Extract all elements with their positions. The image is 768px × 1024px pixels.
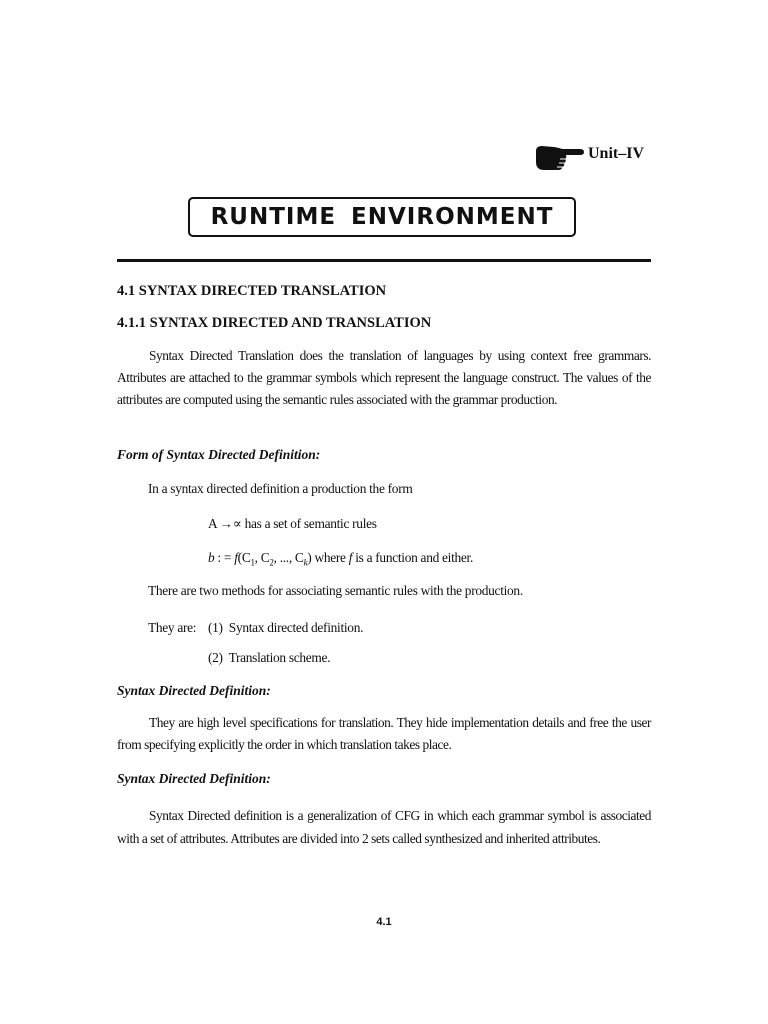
formula-assign: : = [214, 550, 235, 565]
method-item: (2) Translation scheme. [208, 650, 331, 665]
sdd-paragraph-2: Syntax Directed definition is a generalization of CFG in which each grammar symbol is associated with a set of attributes. Attributes are divided into 2 sets called synthesized and inherited attributes. [117, 808, 651, 846]
sdd-paragraph-1: They are high level specifications for translation. They hide implementation details and free the user from specifying explicitly the order in which translation takes place. [117, 715, 651, 752]
method-item: (1) Syntax directed definition. [208, 620, 364, 635]
formula-func-2: f [348, 550, 353, 565]
formula-open: (C [237, 550, 251, 565]
semantic-formula [208, 550, 473, 568]
methods-label: They are: [148, 620, 197, 635]
formula-tail: is a function and either. [352, 550, 474, 565]
page-number: 4.1 [376, 916, 392, 928]
subsection-heading: 4.1.1 SYNTAX DIRECTED AND TRANSLATION [117, 315, 432, 331]
formula-sub-2: 2 [269, 557, 274, 568]
sdd-heading-2: Syntax Directed Definition: [117, 771, 271, 786]
formula-mid-2: , ..., C [273, 550, 304, 565]
formula-sub-k: k [303, 557, 308, 568]
formula-close: ) where [307, 550, 349, 565]
intro-paragraph: Syntax Directed Translation does the translation of languages by using context free grammars. Attributes are attached to the grammar symbols which represent the language construct. The values of the attributes are computed using the semantic rules associated with the grammar production. [117, 348, 651, 407]
formula-func: f [234, 550, 238, 565]
formula-mid-1: , C [254, 550, 270, 565]
chapter-title-box [188, 197, 576, 237]
chapter-title: RUNTIME ENVIRONMENT [210, 204, 554, 230]
formula-sub-1: 1 [250, 557, 255, 568]
formula-lhs: b [208, 550, 215, 565]
form-intro: In a syntax directed definition a production the form [148, 481, 413, 496]
section-heading: 4.1 SYNTAX DIRECTED TRANSLATION [117, 283, 387, 299]
production-rule: A →∝ has a set of semantic rules [208, 516, 377, 531]
form-heading: Form of Syntax Directed Definition: [117, 447, 321, 462]
sdd-heading-1: Syntax Directed Definition: [117, 683, 271, 698]
unit-label: Unit–IV [588, 145, 645, 162]
unit-tag [534, 142, 644, 172]
methods-intro: There are two methods for associating semantic rules with the production. [148, 583, 523, 598]
title-divider [117, 259, 651, 262]
pointing-hand-icon [534, 142, 584, 172]
